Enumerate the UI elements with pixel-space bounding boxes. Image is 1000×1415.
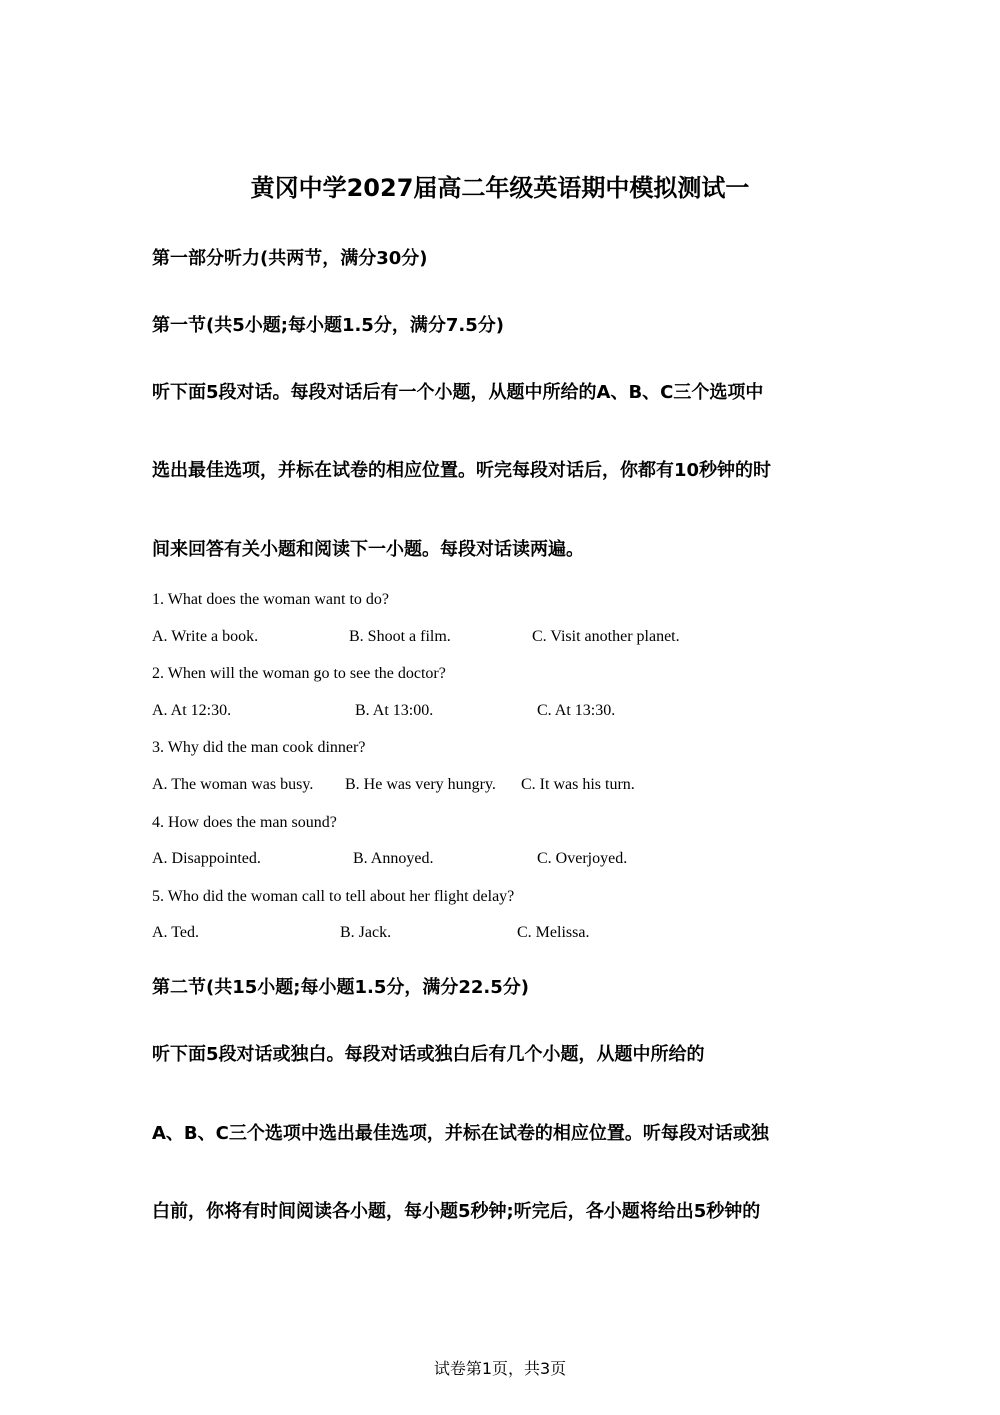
section2-instruction-line: 白前，你将有时间阅读各小题，每小题5秒钟;听完后，各小题将给出5秒钟的 [152,1201,761,1222]
question-3: 3. Why did the man cook dinner? [152,739,366,756]
question-1-option-a: A. Write a book. [152,628,259,645]
question-3-option-a: A. The woman was busy. [152,776,314,793]
page-footer: 试卷第1页，共3页 [433,1359,567,1378]
question-5-option-b: B. Jack. [340,924,392,941]
question-4: 4. How does the man sound? [152,814,337,831]
section1-instruction-line: 选出最佳选项，并标在试卷的相应位置。听完每段对话后，你都有10秒钟的时 [152,460,772,481]
section1-instruction-line: 听下面5段对话。每段对话后有一个小题，从题中所给的A、B、C三个选项中 [152,382,764,403]
question-2-option-b: B. At 13:00. [355,702,434,719]
question-1-option-c: C. Visit another planet. [532,628,680,645]
question-4-option-b: B. Annoyed. [353,850,434,867]
section2-instruction-line: 听下面5段对话或独白。每段对话或独白后有几个小题，从题中所给的 [152,1044,705,1065]
question-2-option-a: A. At 12:30. [152,702,232,719]
question-3-option-c: C. It was his turn. [521,776,635,793]
section1-heading: 第一节(共5小题;每小题1.5分，满分7.5分) [152,315,504,336]
question-4-option-a: A. Disappointed. [152,850,261,867]
question-1-option-b: B. Shoot a film. [349,628,451,645]
question-2-option-c: C. At 13:30. [537,702,616,719]
exam-title: 黄冈中学2027届高二年级英语期中模拟测试一 [250,174,750,202]
question-3-option-b: B. He was very hungry. [345,776,496,793]
section2-heading: 第二节(共15小题;每小题1.5分，满分22.5分) [152,977,529,998]
question-5-option-a: A. Ted. [152,924,200,941]
question-5-option-c: C. Melissa. [517,924,590,941]
question-2: 2. When will the woman go to see the doctor? [152,665,446,682]
section2-instruction-line: A、B、C三个选项中选出最佳选项，并标在试卷的相应位置。听每段对话或独 [152,1123,769,1144]
section1-instruction-line: 间来回答有关小题和阅读下一小题。每段对话读两遍。 [152,539,584,560]
question-5: 5. Who did the woman call to tell about her flight delay? [152,888,515,905]
part1-heading: 第一部分听力(共两节，满分30分) [152,248,428,269]
question-1: 1. What does the woman want to do? [152,591,389,608]
question-4-option-c: C. Overjoyed. [537,850,628,867]
